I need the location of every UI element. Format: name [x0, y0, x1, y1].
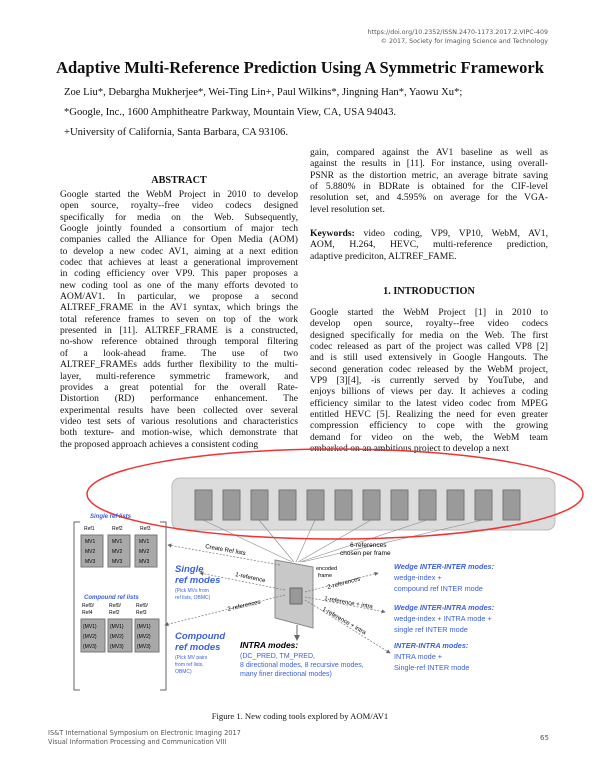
svg-text:Ref2: Ref2 [109, 610, 120, 616]
svg-text:{MV3}: {MV3} [110, 644, 124, 650]
text-line: companies called the Alliance for Open Media (AOM) [60, 234, 298, 246]
svg-text:Single-ref INTER mode: Single-ref INTER mode [394, 663, 470, 672]
svg-text:{MV2}: {MV2} [110, 634, 124, 640]
text-line: in coding efficiency over VP9. This paper proposes a [60, 268, 298, 280]
svg-text:MV2: MV2 [139, 549, 150, 555]
text-line: provides a great potential for the overall Rate- [60, 381, 298, 393]
svg-text:Ref0/: Ref0/ [82, 603, 94, 609]
svg-text:MV3: MV3 [139, 559, 150, 565]
abstract-heading: ABSTRACT [151, 175, 207, 186]
text-line: gain, compared against the AV1 baseline as well as [310, 147, 548, 158]
text-line: Distortion (RD) performance enhancement. The [60, 393, 298, 405]
inter-intra-modes [394, 641, 469, 672]
text-line: enjoys billions of views per day. It achieves a coding [310, 386, 548, 398]
svg-text:ref modes: ref modes [175, 642, 221, 653]
encoded-frame-label: frame [318, 573, 333, 579]
text-line: open source, royalty--free video codecs designed [60, 200, 298, 212]
paper-title: Adaptive Multi-Reference Prediction Using A Symmetric Framework [56, 58, 544, 77]
affiliation-ucsb: +University of California, Santa Barbara, CA 93106. [64, 127, 288, 138]
introduction-heading: 1. INTRODUCTION [383, 286, 475, 297]
text-line: codec released as part of the project was called VP8 [2] [310, 341, 548, 353]
text-line: experimental results have been collected over several [60, 404, 298, 416]
svg-text:Ref4: Ref4 [82, 610, 93, 616]
doi-link[interactable]: https://doi.org/10.2352/ISSN.2470-1173.2017.2.VIPC-409 [367, 29, 548, 36]
copyright: © 2017, Society for Imaging Science and Technology [380, 38, 548, 45]
svg-text:Create Ref lists: Create Ref lists [204, 544, 247, 558]
svg-text:Ref3: Ref3 [140, 526, 151, 532]
text-line: embarked on an ambitious project to develop a next [310, 443, 509, 455]
svg-text:Ref0/: Ref0/ [136, 603, 148, 609]
svg-text:OBMC): OBMC) [175, 669, 192, 675]
svg-text:{MV3}: {MV3} [137, 644, 151, 650]
text-line: Google started the WebM Project in 2010 to develop [60, 189, 298, 200]
svg-text:ref modes: ref modes [175, 575, 221, 586]
svg-text:8 directional modes, 8 recursi: 8 directional modes, 8 recursive modes, [240, 662, 364, 669]
svg-text:wedge-index + INTRA mode +: wedge-index + INTRA mode + [394, 614, 492, 623]
single-ref-cells [85, 539, 150, 565]
six-references-label: 6-references [350, 542, 387, 549]
svg-text:Wedge INTER-INTRA modes:: Wedge INTER-INTRA modes: [394, 603, 495, 612]
text-line: Google jointly founded a consortium of major tech [60, 223, 298, 235]
svg-text:1-reference + intra: 1-reference + intra [323, 596, 374, 611]
compound-ref-modes [175, 631, 225, 675]
svg-text:compound ref INTER mode: compound ref INTER mode [394, 584, 483, 593]
svg-text:Ref3: Ref3 [136, 610, 147, 616]
svg-text:Compound: Compound [175, 631, 226, 642]
text-line: resolution set, and 4.595% on average for the VGA- [310, 192, 548, 204]
svg-text:{MV1}: {MV1} [110, 624, 124, 630]
svg-text:MV1: MV1 [139, 539, 150, 545]
authors: Zoe Liu*, Debargha Mukherjee*, Wei-Ting Lin+, Paul Wilkins*, Jingning Han*, Yaowu Xu*; [64, 87, 463, 98]
text-line: demand for video on the web, the WebM team [310, 431, 548, 443]
svg-text:{MV1}: {MV1} [137, 624, 151, 630]
lists-bracket-left [74, 522, 80, 690]
text-line: new coding tool as one of the many efforts devoted to [60, 279, 298, 291]
text-line: Google started the WebM Project [1] in 2010 to [310, 307, 548, 318]
text-line: PSNR as the distortion metric, an average bitrate saving [310, 169, 548, 181]
svg-text:Wedge INTER-INTER modes:: Wedge INTER-INTER modes: [394, 562, 495, 571]
text-line: designed specifically for media on the Web. The first [310, 329, 548, 341]
svg-text:MV3: MV3 [112, 559, 123, 565]
svg-text:single ref INTER mode: single ref INTER mode [394, 625, 468, 634]
compound-ref-headers [82, 603, 149, 616]
svg-text:wedge-index +: wedge-index + [394, 573, 442, 582]
svg-text:Ref1: Ref1 [84, 526, 95, 532]
svg-text:MV2: MV2 [85, 549, 96, 555]
svg-text:2-references: 2-references [227, 599, 262, 613]
keywords-label: Keywords: [310, 228, 355, 239]
svg-text:INTRA mode +: INTRA mode + [394, 652, 443, 661]
text-line: entitled HEVC [5]. Realizing the need for even greater [310, 409, 548, 421]
text-line: total reference frames to seven on top of the work [60, 313, 298, 325]
svg-text:Single: Single [175, 564, 204, 575]
svg-text:{MV2}: {MV2} [83, 634, 97, 640]
text-line: level resolution set. [310, 203, 385, 215]
footer-line: IS&T International Symposium on Electronic Imaging 2017 [48, 729, 241, 737]
encoded-frame-label: encoded [316, 566, 338, 572]
svg-text:MV2: MV2 [112, 549, 123, 555]
svg-text:INTER-INTRA modes:: INTER-INTRA modes: [394, 641, 469, 650]
footer-line: Visual Information Processing and Communication VIII [48, 738, 227, 746]
svg-text:INTRA modes:: INTRA modes: [240, 640, 299, 650]
text-line: presented in [11]. ALTREF_FRAME is a constructed, [60, 325, 298, 337]
intra-modes [240, 640, 364, 678]
svg-text:Ref2: Ref2 [112, 526, 123, 532]
text-line: AOM/AV1. In particular, we propose a second [60, 291, 298, 303]
svg-text:{MV1}: {MV1} [83, 624, 97, 630]
text-line: of 5.880% in BDRate is obtained for the CIF-level [310, 181, 548, 193]
keywords-line: adaptive prediciton, ALTREF_FAME. [310, 250, 457, 262]
text-line: specifically for media on the Web. Subsequently, [60, 211, 298, 223]
svg-text:ref lists, OBMC): ref lists, OBMC) [175, 595, 211, 601]
text-line: the proposed approach achieves a consistent coding [60, 438, 259, 450]
encoded-block [290, 588, 302, 604]
svg-text:(Pick MVs from: (Pick MVs from [175, 588, 209, 594]
text-line: efficiency similar to the latest video codec from MPEG [310, 397, 548, 409]
text-line: of a look-ahead frame. The use of two [60, 347, 298, 359]
footer-conference [48, 729, 241, 747]
svg-text:MV1: MV1 [112, 539, 123, 545]
text-line: codec that achieves at least a generational improvement [60, 257, 298, 269]
text-line: video test sets of various resolutions and characteristics [60, 415, 298, 427]
svg-text:many finer directional modes): many finer directional modes) [240, 671, 332, 678]
svg-text:{MV3}: {MV3} [83, 644, 97, 650]
keywords-line: AOM, H.264, HEVC, multi-reference prediction, [310, 239, 548, 251]
text-line: no-show reference obtained through temporal filtering [60, 336, 298, 348]
text-line: compression efficiency to cope with the growing [310, 420, 548, 432]
text-line: to develop a new codec AV1, aiming at a next edition [60, 245, 298, 257]
single-ref-lists-label: Single ref lists [90, 514, 132, 520]
text-line: second generation codec released by the WebM project, [310, 363, 548, 375]
text-line: ALTREF_FRAMEs adds further flexibility to the multi- [60, 359, 298, 371]
six-references-label: chosen per frame [340, 550, 391, 557]
compound-ref-cells [83, 624, 151, 650]
svg-text:{MV2}: {MV2} [137, 634, 151, 640]
svg-text:(Pick MV pairs: (Pick MV pairs [175, 655, 208, 661]
single-ref-headers [84, 526, 151, 532]
text-line: develop open source, royalty--free video codecs [310, 318, 548, 330]
keywords-line: video coding, VP9, VP10, WebM, AV1, [363, 228, 548, 239]
single-ref-modes [175, 564, 220, 601]
text-line: both texture- and motion-wise, which demonstrate that [60, 427, 298, 439]
svg-text:2-references: 2-references [326, 576, 362, 591]
compound-ref-lists-label: Compound ref lists [84, 595, 139, 601]
text-line: against the results in [11]. For instance, using overall- [310, 158, 548, 170]
text-line: VP9 [3][4], -is currently served by YouTube, and [310, 375, 548, 387]
svg-text:(DC_PRED, TM_PRED,: (DC_PRED, TM_PRED, [240, 653, 315, 660]
svg-text:1-reference: 1-reference [234, 572, 266, 585]
affiliation-google: *Google, Inc., 1600 Amphitheatre Parkway, Mountain View, CA, USA 94043. [64, 107, 397, 118]
svg-text:from ref lists,: from ref lists, [175, 662, 204, 668]
text-line: ALTREF_FRAME in the AV1 syntax, which brings the [60, 302, 298, 314]
svg-text:MV1: MV1 [85, 539, 96, 545]
page-number: 65 [540, 734, 549, 742]
svg-text:Ref0/: Ref0/ [109, 603, 121, 609]
lists-bracket-right [160, 522, 166, 690]
svg-text:MV3: MV3 [85, 559, 96, 565]
svg-text:1-reference + intra: 1-reference + intra [321, 606, 367, 637]
wedge-inter-intra-modes [393, 603, 495, 634]
figure-caption: Figure 1. New coding tools explored by AOM/AV1 [211, 711, 389, 721]
wedge-inter-inter-modes [393, 562, 495, 593]
text-line: layer, multi-reference symmetric framework, and [60, 370, 298, 382]
text-line: and is still used extensively in Google Hangouts. The [310, 352, 548, 364]
